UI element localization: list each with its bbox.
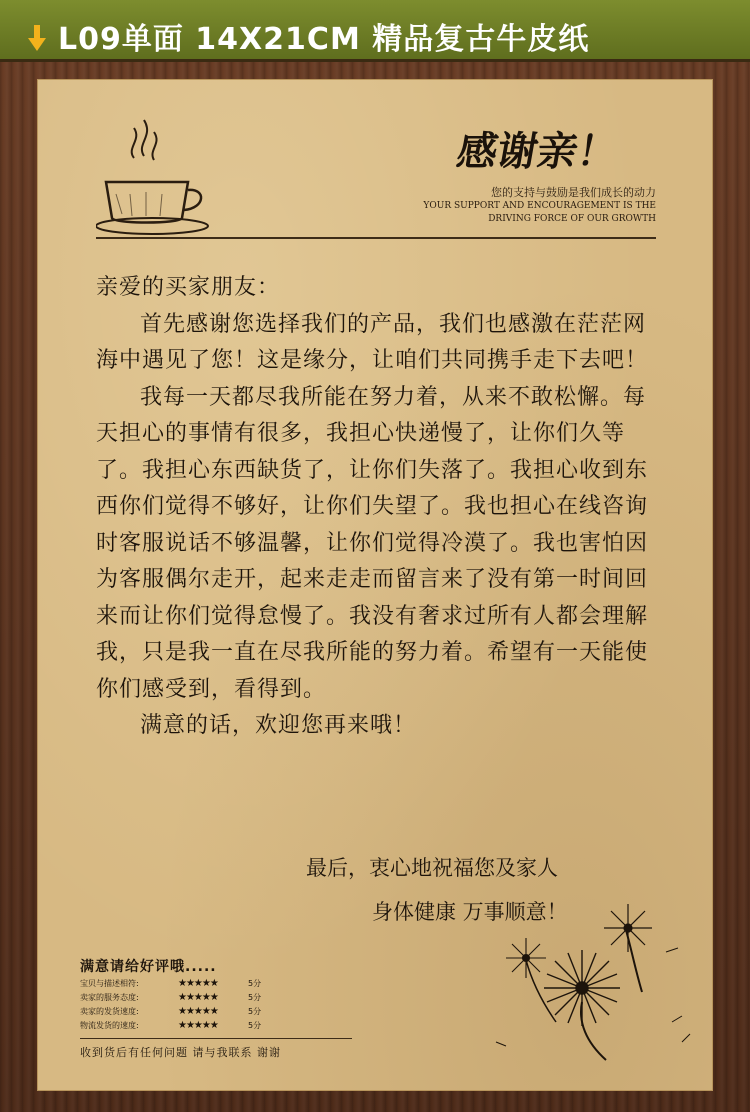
- product-title-bar: [0, 0, 750, 62]
- star-rating-icon: ★★★★★: [178, 992, 218, 1003]
- rating-row: [80, 991, 360, 1004]
- rating-label: 卖家的服务态度:: [80, 993, 139, 1002]
- dandelion-icon: [486, 892, 706, 1062]
- slogan-english-line: DRIVING FORCE OF OUR GROWTH: [488, 214, 656, 224]
- rating-row: [80, 977, 360, 990]
- header-divider: [96, 237, 656, 239]
- star-rating-icon: ★★★★★: [178, 1006, 218, 1017]
- slogan-english-line: YOUR SUPPORT AND ENCOURAGEMENT IS THE: [423, 201, 656, 211]
- slogan-chinese: 您的支持与鼓励是我们成长的动力: [491, 186, 656, 199]
- coffee-cup-icon: [96, 110, 236, 240]
- rating-row: [80, 1019, 360, 1032]
- letter-paragraph: 我每一天都尽我所能在努力着，从来不敢松懈。每天担心的事情有很多，我担心快递慢了，让你们久等了。我担心东西缺货了，让你们失落了。我担心收到东西你们觉得不够好，让你们失望了。我也担心在线咨询时客服说话不够温馨，让你们觉得冷漠了。我也害怕因为客服偶尔走开，起来走走而留言来了没有第一时间回来而让你们觉得怠慢了。我没有奢求过所有人都会理解我，只是我一直在尽我所能的努力着。希望有一天能使你们感受到，看得到。: [96, 384, 649, 702]
- rating-label: 物流发货的速度:: [80, 1021, 139, 1030]
- rating-label: 卖家的发货速度:: [80, 1007, 139, 1016]
- down-arrow-icon: [28, 25, 46, 51]
- star-rating-icon: ★★★★★: [178, 978, 218, 989]
- letter-paragraph: 首先感谢您选择我们的产品，我们也感激在茫茫网海中遇见了您！这是缘分，让咱们共同携手走下去吧！: [96, 311, 649, 373]
- slogan-english: [423, 200, 656, 226]
- letter-body: [96, 270, 666, 745]
- letter-paragraph: 满意的话，欢迎您再来哦！: [140, 713, 417, 738]
- thanks-title: 感谢亲！: [453, 128, 622, 175]
- review-title: 满意请给好评哦.....: [80, 959, 217, 975]
- review-request: [80, 956, 360, 1060]
- letter-greeting: 亲爱的买家朋友：: [96, 275, 281, 300]
- contact-note: 收到货后有任何问题 请与我联系 谢谢: [80, 1046, 281, 1059]
- star-rating-icon: ★★★★★: [178, 1020, 218, 1031]
- kraft-paper-card: [38, 80, 712, 1090]
- product-title: L09单面 14X21CM 精品复古牛皮纸: [58, 22, 590, 57]
- closing-line: 身体健康 万事顺意！: [372, 900, 568, 924]
- rating-row: [80, 1005, 360, 1018]
- rating-score: 5分: [248, 1021, 262, 1030]
- rating-label: 宝贝与描述相符:: [80, 979, 139, 988]
- rating-score: 5分: [248, 979, 262, 988]
- closing-line: 最后，衷心地祝福您及家人: [306, 856, 558, 880]
- rating-score: 5分: [248, 1007, 262, 1016]
- rating-score: 5分: [248, 993, 262, 1002]
- review-divider: [80, 1038, 352, 1039]
